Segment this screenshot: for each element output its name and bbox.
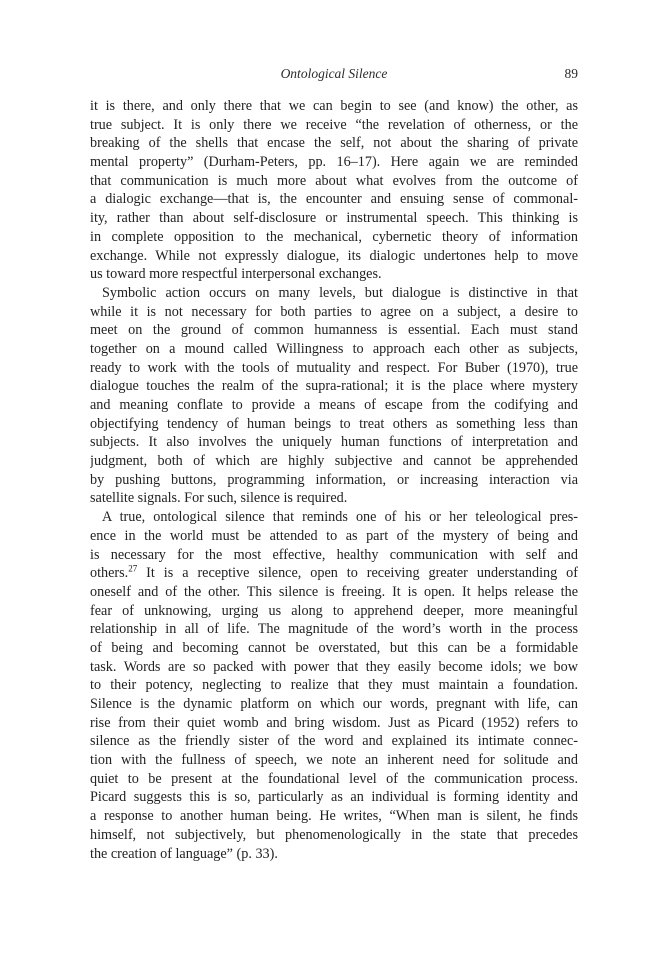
text-line [90,602,578,621]
running-head [90,66,578,86]
text-line [90,452,578,471]
text-line [90,284,578,303]
text-line [90,489,578,508]
text-segment: mental property” (Durham-Peters, pp. 16–17). Here again we are reminded [90,154,578,171]
text-segment: together on a mound called Willingness to approach each other as subjects, [90,340,578,357]
text-segment: in complete opposition to the mechanical, cybernetic theory of information [90,228,578,245]
text-segment: to their potency, neglecting to realize that they must maintain a foundation. [90,677,578,694]
text-segment: dialogue touches the realm of the supra-rational; it is the place where mystery [90,378,578,395]
text-line [90,359,578,378]
text-segment: a response to another human being. He writes, “When man is silent, he finds [90,808,578,825]
text-segment: the creation of language” (p. 33). [90,845,278,862]
text-segment: tion with the fullness of speech, we note an inherent need for solitude and [90,752,578,769]
text-segment: task. Words are so packed with power that they easily become idols; we bow [90,658,578,675]
text-line [90,714,578,733]
text-segment: breaking of the shells that encase the self, not about the sharing of private [90,135,578,152]
text-segment: it is there, and only there that we can begin to see (and know) the other, as [90,98,578,114]
text-line [90,209,578,228]
footnote-marker: 27 [128,564,138,574]
text-line [90,639,578,658]
body-text [90,97,578,863]
text-line [90,751,578,770]
text-segment: fear of unknowing, urging us along to apprehend deeper, more meaningful [90,602,578,619]
text-line [90,527,578,546]
text-segment: rise from their quiet womb and bring wisdom. Just as Picard (1952) refers to [90,714,578,731]
text-segment: others. [90,565,129,582]
text-line [90,788,578,807]
text-segment: relationship in all of life. The magnitude of the word’s worth in the process [90,621,578,638]
text-line [90,247,578,266]
text-segment: while it is not necessary for both parties to agree on a subject, a desire to [90,303,578,320]
text-line [90,471,578,490]
text-segment: It is a receptive silence, open to receiving greater understanding of [137,565,578,582]
paragraph [90,97,578,284]
text-line [90,97,578,116]
text-line [90,340,578,359]
text-line [90,190,578,209]
paragraph [90,284,578,508]
text-line [90,564,578,583]
text-line [90,658,578,677]
text-line [90,826,578,845]
text-segment: judgment, both of which are highly subjective and cannot be apprehended [90,453,578,470]
text-line [90,303,578,322]
text-segment: objectifying tendency of human beings to treat others as something less than [90,415,578,432]
text-segment: of being and becoming cannot be overstated, but this can be a formidable [90,639,578,656]
text-line [90,153,578,172]
text-line [90,396,578,415]
text-segment: by pushing buttons, programming information, or increasing interaction via [90,471,578,488]
text-segment: ity, rather than about self-disclosure or instrumental speech. This thinking is [90,210,578,227]
text-line [90,845,578,864]
text-segment: quiet to be present at the foundational level of the communication process. [90,770,578,787]
text-segment: ence in the world must be attended to as part of the mystery of being and [90,527,578,544]
text-line [90,807,578,826]
text-segment: exchange. While not expressly dialogue, its dialogic undertones help to move [90,247,578,264]
text-line [90,134,578,153]
text-line [90,732,578,751]
text-line [90,546,578,565]
text-line [90,508,578,527]
text-line [90,676,578,695]
text-line [90,377,578,396]
page-number: 89 [564,66,578,81]
text-line [90,770,578,789]
text-line [90,433,578,452]
running-title: Ontological Silence [280,66,388,81]
text-line [90,116,578,135]
text-line [90,228,578,247]
text-line [90,265,578,284]
text-segment: us toward more respectful interpersonal exchanges. [90,266,382,283]
text-segment: A true, ontological silence that reminds one of his or her teleological pres- [102,509,578,526]
text-segment: that communication is much more about what evolves from the outcome of [90,172,578,189]
text-segment: meet on the ground of common humanness is essential. Each must stand [90,322,578,339]
text-segment: himself, not subjectively, but phenomenologically in the state that precedes [90,826,578,843]
text-segment: is necessary for the most effective, healthy communication with self and [90,546,578,563]
text-segment: ready to work with the tools of mutuality and respect. For Buber (1970), true [90,359,578,376]
text-segment: true subject. It is only there we receive “the revelation of otherness, or the [90,116,578,133]
text-segment: satellite signals. For such, silence is required. [90,490,348,507]
text-segment: a dialogic exchange—that is, the encounter and ensuing sense of commonal- [90,191,578,208]
text-line [90,321,578,340]
text-line [90,695,578,714]
text-segment: subjects. It also involves the uniquely human functions of interpretation and [90,434,578,451]
text-segment: Silence is the dynamic platform on which our words, pregnant with life, can [90,696,578,712]
paragraph [90,508,578,863]
text-segment: oneself and of the other. This silence is freeing. It is open. It helps release the [90,583,578,600]
text-line [90,620,578,639]
text-segment: and meaning conflate to provide a means of escape from the codifying and [90,397,578,413]
text-line [90,172,578,191]
text-segment: silence as the friendly sister of the word and explained its intimate connec- [90,733,578,750]
text-line [90,583,578,602]
text-line [90,415,578,434]
text-segment: Picard suggests this is so, particularly as an individual is forming identity and [90,789,578,806]
text-segment: Symbolic action occurs on many levels, but dialogue is distinctive in that [102,284,578,301]
